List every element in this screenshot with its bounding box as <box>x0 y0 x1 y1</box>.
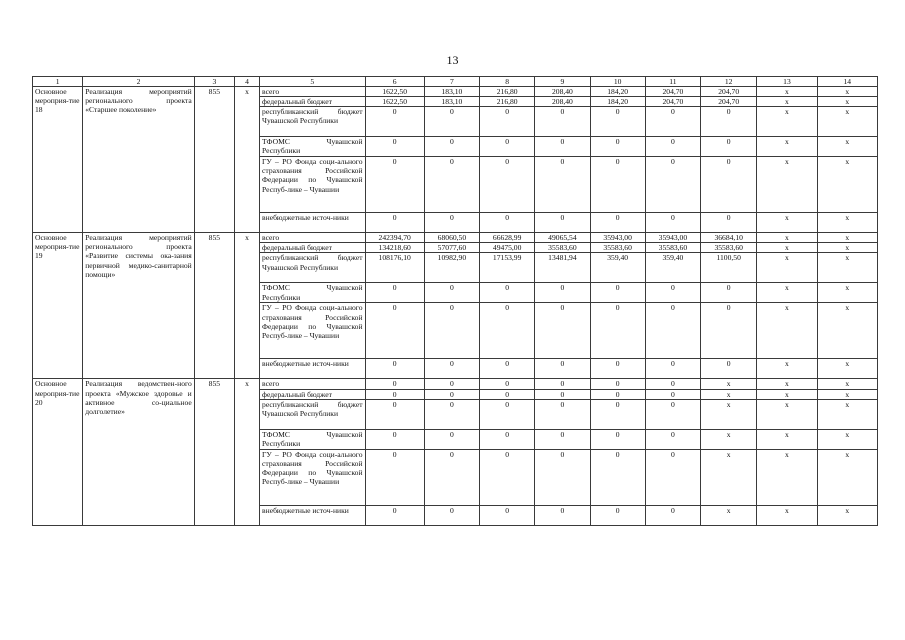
value-cell: 0 <box>424 449 479 505</box>
value-cell: 0 <box>424 505 479 525</box>
funding-source: всего <box>260 379 365 389</box>
value-cell: x <box>757 97 817 107</box>
value-cell: 66628,99 <box>480 233 535 243</box>
value-cell: 1622,50 <box>365 97 424 107</box>
value-cell: 0 <box>645 137 700 157</box>
value-cell: 10982,90 <box>424 253 479 283</box>
value-cell: 17153,99 <box>480 253 535 283</box>
value-cell: x <box>817 243 877 253</box>
mark-cell: x <box>234 233 259 379</box>
funding-source: ТФОМС Чувашской Республики <box>260 283 365 303</box>
measure-type: Основное мероприя-тие 20 <box>33 379 83 525</box>
value-cell: 0 <box>590 389 645 399</box>
funding-source: ГУ – РО Фонда соци-ального страхования Российской Федерации по Чувашской Респуб-лике – Чувашии <box>260 449 365 505</box>
value-cell: 0 <box>590 213 645 233</box>
value-cell: 0 <box>645 429 700 449</box>
value-cell: 0 <box>701 137 757 157</box>
value-cell: 0 <box>535 157 590 213</box>
value-cell: 0 <box>424 359 479 379</box>
value-cell: 0 <box>424 389 479 399</box>
value-cell: 0 <box>701 107 757 137</box>
value-cell: 0 <box>424 303 479 359</box>
value-cell: 0 <box>365 137 424 157</box>
value-cell: x <box>757 449 817 505</box>
funding-table <box>32 76 878 526</box>
executor-code: 855 <box>194 379 234 525</box>
value-cell: 0 <box>424 107 479 137</box>
value-cell: x <box>817 213 877 233</box>
page-number: 13 <box>446 53 459 67</box>
measure-name: Реализация мероприятий регионального проекта «Развитие системы ока-зания первичной медико-санитарной помощи» <box>83 233 195 379</box>
funding-source: ГУ – РО Фонда соци-ального страхования Российской Федерации по Чувашской Респуб-лике – Чувашии <box>260 157 365 213</box>
value-cell: 0 <box>535 379 590 389</box>
mark-cell: x <box>234 87 259 233</box>
executor-code: 855 <box>194 87 234 233</box>
value-cell: 0 <box>480 303 535 359</box>
value-cell: 0 <box>480 137 535 157</box>
value-cell: 0 <box>365 379 424 389</box>
funding-source: федеральный бюджет <box>260 97 365 107</box>
value-cell: 13481,94 <box>535 253 590 283</box>
table-body <box>33 77 878 526</box>
value-cell: 68060,50 <box>424 233 479 243</box>
value-cell: 183,10 <box>424 87 479 97</box>
column-number: 11 <box>645 77 700 87</box>
value-cell: 0 <box>424 379 479 389</box>
value-cell: x <box>817 379 877 389</box>
value-cell: 0 <box>365 213 424 233</box>
value-cell: x <box>817 303 877 359</box>
funding-source: внебюджетные источ-ники <box>260 359 365 379</box>
value-cell: 0 <box>645 505 700 525</box>
value-cell: 0 <box>590 429 645 449</box>
value-cell: 108176,10 <box>365 253 424 283</box>
value-cell: 0 <box>590 379 645 389</box>
value-cell: 35583,60 <box>590 243 645 253</box>
value-cell: 242394,70 <box>365 233 424 243</box>
value-cell: 0 <box>365 399 424 429</box>
value-cell: x <box>757 157 817 213</box>
value-cell: 0 <box>701 157 757 213</box>
value-cell: x <box>817 253 877 283</box>
funding-source: республиканский бюджет Чувашской Республики <box>260 399 365 429</box>
column-number: 12 <box>701 77 757 87</box>
value-cell: x <box>701 399 757 429</box>
value-cell: 184,20 <box>590 87 645 97</box>
value-cell: 0 <box>480 449 535 505</box>
value-cell: x <box>701 379 757 389</box>
value-cell: 0 <box>365 157 424 213</box>
value-cell: 0 <box>701 303 757 359</box>
value-cell: x <box>817 137 877 157</box>
value-cell: 0 <box>480 389 535 399</box>
table-row <box>33 379 878 389</box>
value-cell: 0 <box>480 107 535 137</box>
value-cell: 1622,50 <box>365 87 424 97</box>
value-cell: 0 <box>365 505 424 525</box>
value-cell: 0 <box>645 399 700 429</box>
value-cell: x <box>757 389 817 399</box>
value-cell: 0 <box>590 107 645 137</box>
value-cell: 208,40 <box>535 87 590 97</box>
value-cell: 35583,60 <box>535 243 590 253</box>
column-number: 2 <box>83 77 195 87</box>
measure-type: Основное мероприя-тие 19 <box>33 233 83 379</box>
measure-name: Реализация мероприятий регионального проекта «Старшее поколение» <box>83 87 195 233</box>
column-number: 4 <box>234 77 259 87</box>
value-cell: 0 <box>590 505 645 525</box>
value-cell: x <box>817 505 877 525</box>
value-cell: x <box>757 399 817 429</box>
value-cell: 0 <box>701 359 757 379</box>
value-cell: 0 <box>535 505 590 525</box>
value-cell: x <box>757 233 817 243</box>
value-cell: 204,70 <box>645 87 700 97</box>
value-cell: 0 <box>365 283 424 303</box>
column-number: 13 <box>757 77 817 87</box>
value-cell: 0 <box>645 389 700 399</box>
value-cell: 184,20 <box>590 97 645 107</box>
value-cell: 0 <box>645 359 700 379</box>
value-cell: x <box>757 283 817 303</box>
value-cell: 359,40 <box>590 253 645 283</box>
value-cell: 204,70 <box>645 97 700 107</box>
value-cell: x <box>817 107 877 137</box>
column-number: 3 <box>194 77 234 87</box>
value-cell: x <box>757 429 817 449</box>
value-cell: 0 <box>590 449 645 505</box>
funding-source: всего <box>260 87 365 97</box>
value-cell: x <box>701 505 757 525</box>
value-cell: 0 <box>590 359 645 379</box>
value-cell: x <box>757 213 817 233</box>
value-cell: 49065,54 <box>535 233 590 243</box>
value-cell: 35943,00 <box>645 233 700 243</box>
measure-name: Реализация ведомствен-ного проекта «Мужское здоровье и активное со-циальное долголетие» <box>83 379 195 525</box>
executor-code: 855 <box>194 233 234 379</box>
value-cell: 216,80 <box>480 87 535 97</box>
value-cell: 0 <box>480 379 535 389</box>
value-cell: 0 <box>535 137 590 157</box>
value-cell: x <box>757 107 817 137</box>
value-cell: 0 <box>535 107 590 137</box>
value-cell: 359,40 <box>645 253 700 283</box>
value-cell: 0 <box>645 107 700 137</box>
value-cell: 0 <box>590 303 645 359</box>
value-cell: 134218,60 <box>365 243 424 253</box>
value-cell: 0 <box>365 303 424 359</box>
value-cell: 49475,00 <box>480 243 535 253</box>
value-cell: 0 <box>645 303 700 359</box>
value-cell: x <box>757 137 817 157</box>
value-cell: x <box>757 303 817 359</box>
value-cell: 0 <box>424 399 479 429</box>
value-cell: 0 <box>424 213 479 233</box>
funding-source: республиканский бюджет Чувашской Республики <box>260 107 365 137</box>
value-cell: 0 <box>535 389 590 399</box>
value-cell: x <box>817 389 877 399</box>
value-cell: x <box>817 283 877 303</box>
value-cell: x <box>817 157 877 213</box>
value-cell: x <box>757 505 817 525</box>
value-cell: 0 <box>424 137 479 157</box>
value-cell: 204,70 <box>701 87 757 97</box>
funding-source: внебюджетные источ-ники <box>260 213 365 233</box>
value-cell: 0 <box>424 429 479 449</box>
value-cell: x <box>757 87 817 97</box>
funding-source: ТФОМС Чувашской Республики <box>260 429 365 449</box>
value-cell: x <box>701 449 757 505</box>
value-cell: 0 <box>480 283 535 303</box>
value-cell: x <box>701 389 757 399</box>
value-cell: 0 <box>535 359 590 379</box>
value-cell: 35943,00 <box>590 233 645 243</box>
value-cell: 0 <box>645 213 700 233</box>
value-cell: 0 <box>645 157 700 213</box>
table-row <box>33 233 878 243</box>
value-cell: 0 <box>535 303 590 359</box>
value-cell: 0 <box>365 449 424 505</box>
value-cell: 0 <box>480 213 535 233</box>
table-row <box>33 87 878 97</box>
value-cell: x <box>817 87 877 97</box>
value-cell: 0 <box>701 283 757 303</box>
value-cell: x <box>757 243 817 253</box>
value-cell: 0 <box>365 359 424 379</box>
funding-source: внебюджетные источ-ники <box>260 505 365 525</box>
value-cell: 0 <box>590 157 645 213</box>
column-number: 14 <box>817 77 877 87</box>
value-cell: 0 <box>645 283 700 303</box>
value-cell: 216,80 <box>480 97 535 107</box>
value-cell: x <box>701 429 757 449</box>
mark-cell: x <box>234 379 259 525</box>
value-cell: 0 <box>480 399 535 429</box>
column-number: 1 <box>33 77 83 87</box>
value-cell: 0 <box>365 107 424 137</box>
funding-source: всего <box>260 233 365 243</box>
value-cell: x <box>817 97 877 107</box>
column-number: 7 <box>424 77 479 87</box>
value-cell: 0 <box>535 449 590 505</box>
funding-source: ТФОМС Чувашской Республики <box>260 137 365 157</box>
column-number-row <box>33 77 878 87</box>
value-cell: x <box>757 253 817 283</box>
value-cell: x <box>817 399 877 429</box>
column-number: 10 <box>590 77 645 87</box>
funding-source: федеральный бюджет <box>260 389 365 399</box>
value-cell: 35583,60 <box>645 243 700 253</box>
value-cell: 0 <box>535 213 590 233</box>
value-cell: 0 <box>645 379 700 389</box>
value-cell: 0 <box>701 213 757 233</box>
value-cell: 0 <box>590 137 645 157</box>
value-cell: 36684,10 <box>701 233 757 243</box>
value-cell: x <box>817 449 877 505</box>
value-cell: x <box>757 379 817 389</box>
value-cell: 35583,60 <box>701 243 757 253</box>
value-cell: 204,70 <box>701 97 757 107</box>
value-cell: x <box>817 429 877 449</box>
value-cell: 0 <box>424 157 479 213</box>
value-cell: 0 <box>535 399 590 429</box>
value-cell: x <box>757 359 817 379</box>
measure-type: Основное мероприя-тие 18 <box>33 87 83 233</box>
value-cell: 57077,60 <box>424 243 479 253</box>
column-number: 9 <box>535 77 590 87</box>
value-cell: x <box>817 359 877 379</box>
column-number: 8 <box>480 77 535 87</box>
value-cell: 0 <box>535 283 590 303</box>
value-cell: 0 <box>645 449 700 505</box>
funding-source: ГУ – РО Фонда соци-ального страхования Российской Федерации по Чувашской Респуб-лике – Чувашии <box>260 303 365 359</box>
value-cell: 0 <box>480 157 535 213</box>
value-cell: x <box>817 233 877 243</box>
value-cell: 0 <box>535 429 590 449</box>
value-cell: 0 <box>480 359 535 379</box>
value-cell: 0 <box>424 283 479 303</box>
value-cell: 183,10 <box>424 97 479 107</box>
value-cell: 0 <box>480 505 535 525</box>
value-cell: 0 <box>480 429 535 449</box>
value-cell: 0 <box>590 399 645 429</box>
column-number: 5 <box>260 77 365 87</box>
value-cell: 208,40 <box>535 97 590 107</box>
value-cell: 0 <box>365 429 424 449</box>
funding-source: республиканский бюджет Чувашской Республики <box>260 253 365 283</box>
column-number: 6 <box>365 77 424 87</box>
value-cell: 1100,50 <box>701 253 757 283</box>
funding-source: федеральный бюджет <box>260 243 365 253</box>
value-cell: 0 <box>590 283 645 303</box>
value-cell: 0 <box>365 389 424 399</box>
